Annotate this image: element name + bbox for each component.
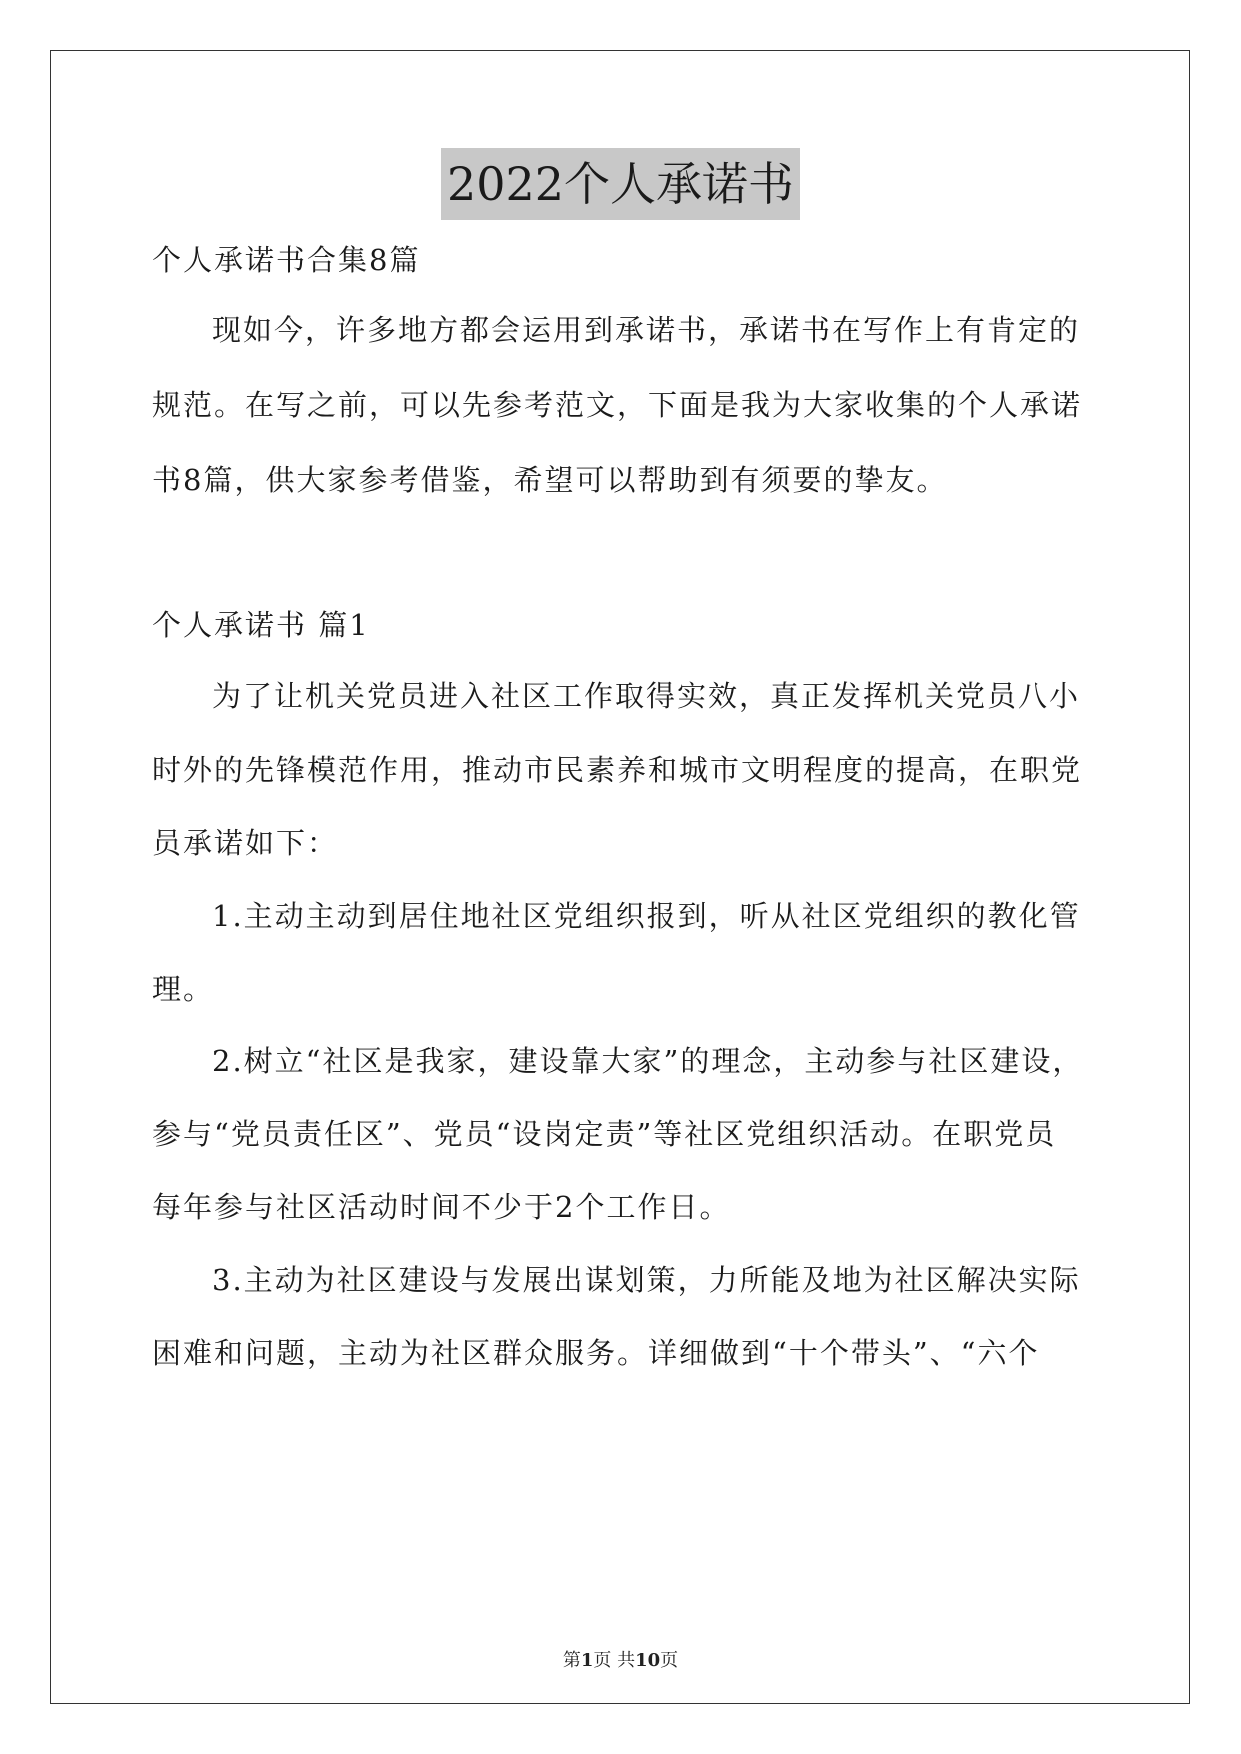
list-item-line: 每年参与社区活动时间不少于2个工作日。 — [152, 1190, 731, 1224]
paragraph-line: 现如今，许多地方都会运用到承诺书，承诺书在写作上有肯定的 — [212, 313, 1081, 347]
list-item-line: 理。 — [152, 972, 215, 1006]
paragraph-line: 规范。在写之前，可以先参考范文，下面是我为大家收集的个人承诺 — [152, 388, 1083, 422]
page-footer — [0, 1646, 1241, 1672]
document-title: 2022个人承诺书 — [441, 148, 800, 220]
list-item-line: 1.主动主动到居住地社区党组织报到，听从社区党组织的教化管 — [212, 899, 1081, 933]
page-border — [50, 50, 1190, 1704]
current-page-number: 1 — [580, 1650, 594, 1671]
paragraph-line: 为了让机关党员进入社区工作取得实效，真正发挥机关党员八小 — [212, 679, 1081, 713]
footer-mid: 页 共 — [593, 1650, 636, 1671]
total-page-number: 10 — [635, 1650, 661, 1671]
paragraph-line: 时外的先锋模范作用，推动市民素养和城市文明程度的提高，在职党 — [152, 753, 1083, 787]
paragraph-line: 书8篇，供大家参考借鉴，希望可以帮助到有须要的挚友。 — [152, 463, 948, 497]
section-heading: 个人承诺书 篇1 — [152, 608, 370, 642]
paragraph-line: 员承诺如下： — [152, 826, 339, 860]
footer-prefix: 第 — [562, 1650, 581, 1671]
list-item-line: 困难和问题，主动为社区群众服务。详细做到“十个带头”、“六个 — [152, 1336, 1040, 1370]
subtitle: 个人承诺书合集8篇 — [152, 243, 421, 277]
footer-suffix: 页 — [660, 1650, 679, 1671]
list-item-line: 3.主动为社区建设与发展出谋划策，力所能及地为社区解决实际 — [212, 1263, 1081, 1297]
list-item-line: 2.树立“社区是我家，建设靠大家”的理念，主动参与社区建设， — [212, 1044, 1084, 1078]
title-container — [0, 148, 1241, 220]
list-item-line: 参与“党员责任区”、党员“设岗定责”等社区党组织活动。在职党员 — [152, 1117, 1057, 1151]
